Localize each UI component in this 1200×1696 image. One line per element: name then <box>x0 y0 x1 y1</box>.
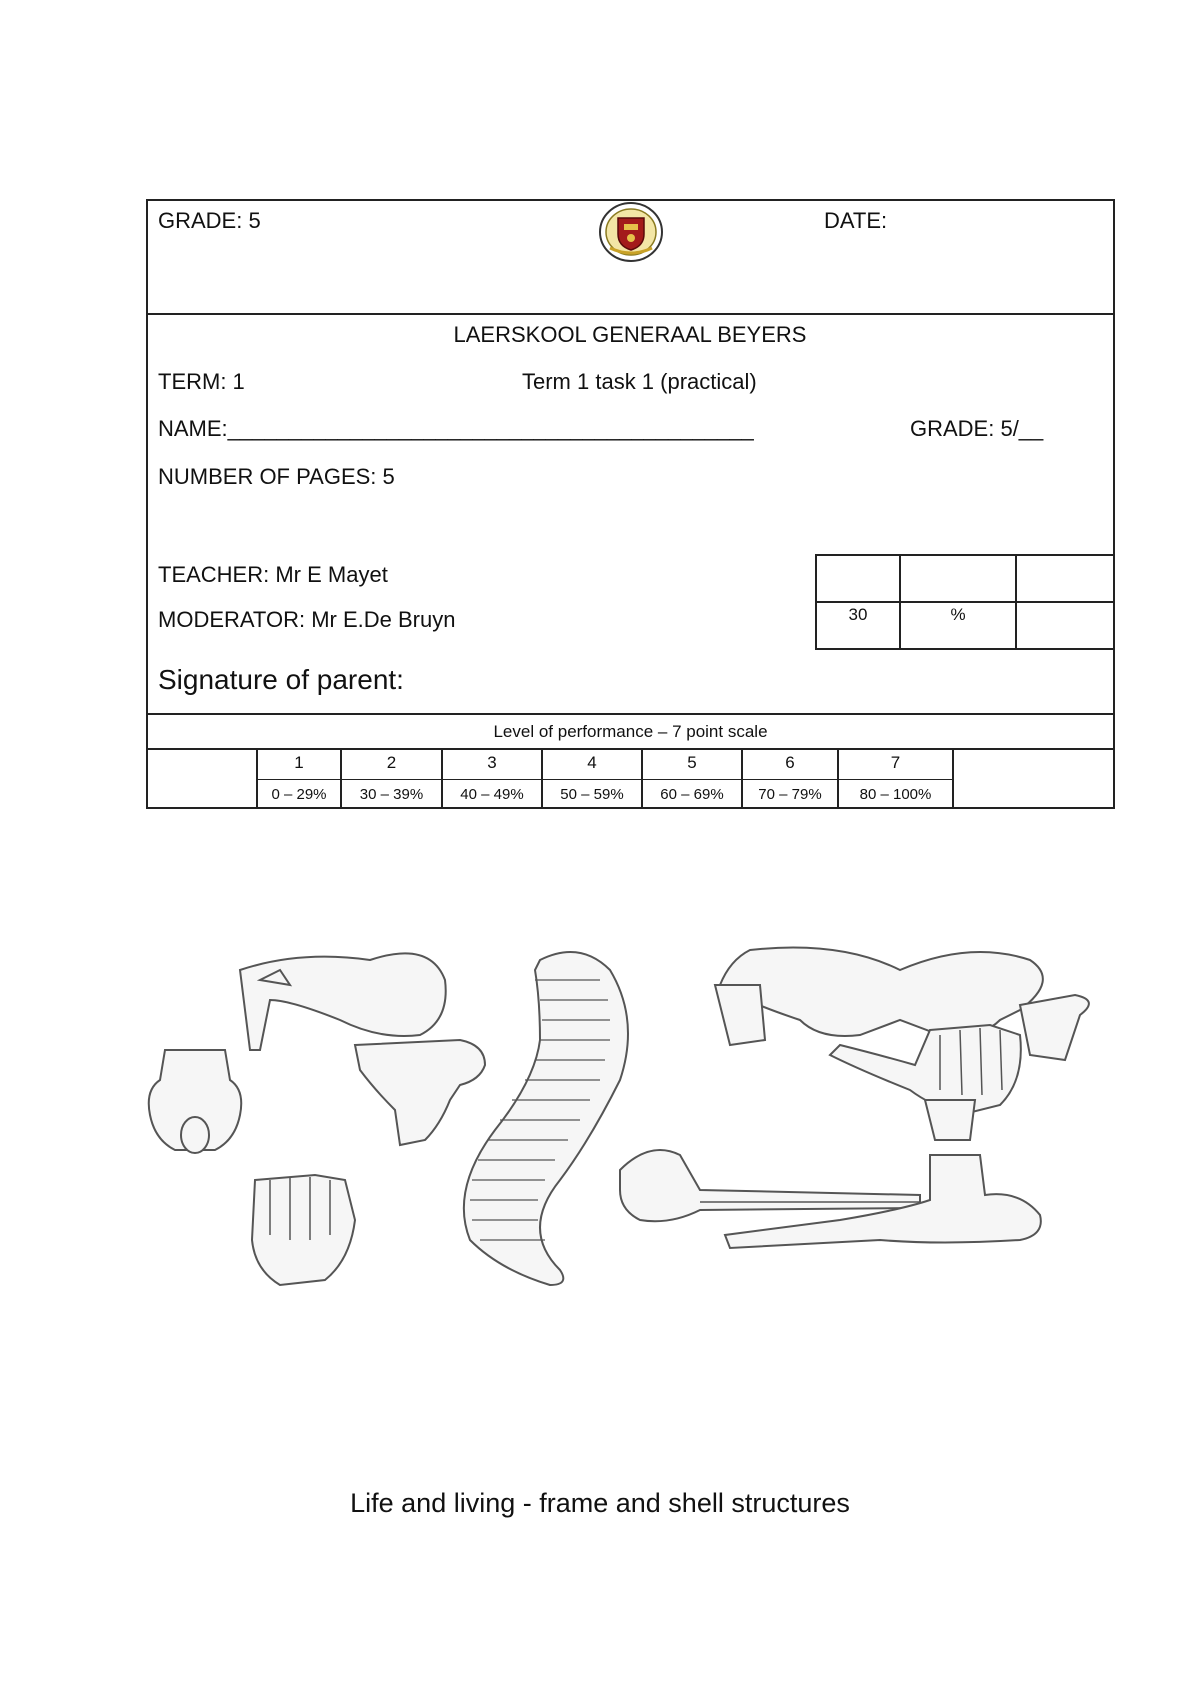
grade-label: GRADE: 5 <box>158 208 261 233</box>
level-2: 2 <box>386 753 397 772</box>
name-field[interactable]: NAME:___________________________________________ <box>158 416 754 441</box>
arm-bones-icon <box>620 1150 920 1221</box>
range-3: 40 – 49% <box>460 786 524 803</box>
table-left-border <box>146 199 148 809</box>
parent-signature-label: Signature of parent: <box>158 664 404 695</box>
shoulder-bone-icon <box>240 953 446 1050</box>
level-1: 1 <box>294 753 304 772</box>
range-6: 70 – 79% <box>758 786 822 803</box>
header-divider <box>146 313 1115 315</box>
level-5: 5 <box>687 753 697 772</box>
level-7: 7 <box>890 753 901 772</box>
range-2: 30 – 39% <box>359 786 424 803</box>
info-bottom-border <box>146 713 1115 715</box>
performance-title: Level of performance – 7 point scale <box>493 722 768 741</box>
teacher-label: TEACHER: Mr E Mayet <box>158 562 388 587</box>
subject-title: Life and living - frame and shell structures <box>350 1488 850 1518</box>
moderator-label: MODERATOR: Mr E.De Bruyn <box>158 607 456 632</box>
skeleton-bones-illustration <box>140 940 1130 1290</box>
performance-bottom-border <box>146 807 1115 809</box>
foot-bones-icon <box>252 1175 355 1285</box>
range-4: 50 – 59% <box>560 786 624 803</box>
task-title: Term 1 task 1 (practical) <box>522 369 757 394</box>
grade-class-field[interactable]: GRADE: 5/__ <box>910 416 1044 441</box>
pelvis-icon <box>720 948 1043 1037</box>
table-right-border <box>1113 199 1115 809</box>
marks-percent: % <box>950 605 966 624</box>
date-label: DATE: <box>824 208 888 233</box>
range-5: 60 – 69% <box>660 786 724 803</box>
marks-total: 30 <box>848 605 868 624</box>
elbow-joint-icon <box>355 1040 485 1145</box>
school-name: LAERSKOOL GENERAAL BEYERS <box>453 322 807 347</box>
spine-icon <box>464 952 628 1285</box>
term-label: TERM: 1 <box>158 369 245 394</box>
performance-title-divider <box>146 748 1115 750</box>
level-4: 4 <box>587 753 597 772</box>
range-7: 80 – 100% <box>859 786 932 803</box>
school-crest-logo <box>596 200 666 264</box>
marks-percent-input[interactable] <box>1017 603 1113 648</box>
range-1: 0 – 29% <box>271 786 327 803</box>
number-of-pages: NUMBER OF PAGES: 5 <box>158 464 395 489</box>
level-3: 3 <box>487 753 497 772</box>
performance-row-divider <box>256 779 954 780</box>
level-6: 6 <box>785 753 795 772</box>
